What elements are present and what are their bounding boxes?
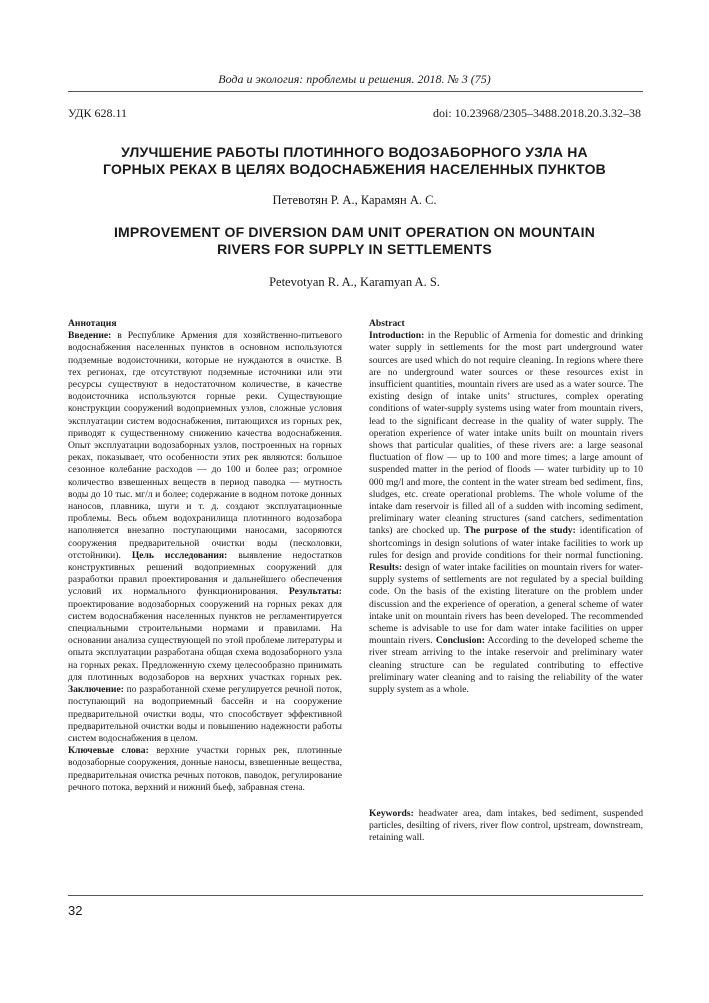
intro-label: Introduction: — [369, 330, 425, 342]
keywords-text: headwater area, dam intakes, bed sediment, suspended particles, desilting of rivers, river flow control, upstream, downstream, retaining wall. — [369, 808, 643, 844]
abstract-english — [369, 318, 643, 696]
keywords-label: Ключевые слова: — [68, 745, 149, 757]
intro-label: Введение: — [68, 330, 112, 342]
abstract-body-english — [369, 330, 643, 696]
intro-text: in the Republic of Armenia for domestic and drinking water supply in settlements for the most part underground water sources are used which do not require cleaning. In regions where there are no underground water sources or these resources exist in insufficient quantities, mountain rivers are used as a water source. The existing design of intake units’ structures, complex operating conditions of water-supply systems using water from mountain rivers, lead to the significant decrease in the quality of water supply. The operation experience of water intake units built on mountain rivers shows that particular qualities, of these rivers are: a large seasonal fluctuation of flow — up to 100 and more times; a large amount of suspended matter in the period of floods — water turbidity up to 10 000 mg/l and more, the content in the water stream bed sediment, fins, sludges, etc. create operational problems. The whole volume of the intake dam reservoir is filled all of a sudden with incoming sediment, preliminary water cleaning structures (sand catchers, sedimentation tanks) are chocked up. — [369, 330, 643, 537]
conclusion-label: Conclusion: — [435, 635, 485, 647]
abstract-heading-russian: Аннотация — [68, 318, 117, 329]
keywords-russian — [68, 745, 342, 794]
purpose-label: The purpose of the study: — [464, 525, 576, 537]
results-text: проектирование водозаборных сооружений на горных реках для систем водоснабжения населенных пунктов не регламентируется специальными строительными нормами и правилами. На основании анализа существующей по этой проблеме литературы и опыта эксплуатации разработана общая схема водозаборного узла на горных реках. Предложенную схему целесообразно принимать для плотинных водозаборов на верхних участках горных рек. — [68, 598, 342, 683]
doi-identifier: doi: 10.23968/2305–3488.2018.20.3.32–38 — [432, 106, 641, 120]
conclusion-text: According to the developed scheme the river stream arriving to the intake reservoir and preliminary water cleaning structure can be regulated contributing to effective preliminary water cleaning and to raising the reliability of the water supply system as a whole. — [369, 635, 644, 696]
keywords-label: Keywords: — [369, 808, 414, 819]
purpose-text: identification of shortcomings in design solutions of water intake facilities to work up rules for design and provide conditions for their normal functioning. — [369, 525, 643, 561]
keywords-text: верхние участки горных рек, плотинные водозаборные сооружения, донные наносы, взвешенные вещества, предварительная очистка речных потоков, паводок, регулирование речного потока, верхний и нижний бьеф, забравная стена. — [68, 745, 342, 793]
conclusion-label: Заключение: — [68, 684, 124, 696]
results-label: Results: — [369, 562, 403, 574]
purpose-text: выявление недостатков конструктивных решений водоприемных сооружений для разработки правил проектирования и дальнейшего обеспечения условий их нормального функционирования. — [68, 549, 342, 598]
conclusion-text: по разработанной схеме регулируется речной поток, поступающий на водоприемный бассейн и на сооружение предварительной очистки воды, что способствует эффективной предварительной очистки воды и повышению надежности работы систем водоснабжения в целом. — [68, 684, 342, 744]
title-english: IMPROVEMENT OF DIVERSION DAM UNIT OPERATION ON MOUNTAIN RIVERS FOR SUPPLY IN SETTLEMENTS — [113, 224, 596, 257]
page-number: 32 — [68, 903, 83, 918]
udk-code: УДК 628.11 — [68, 106, 128, 120]
authors-russian: Петевотян Р. А., Карамян А. С. — [272, 193, 437, 207]
journal-running-head: Вода и экология: проблемы и решения. 2018. № 3 (75) — [218, 72, 491, 86]
purpose-label: Цель исследования: — [131, 549, 228, 561]
abstract-heading-english: Abstract — [369, 318, 405, 329]
intro-text: в Республике Армения для хозяйственно-питьевого водоснабжения населенных пунктов в основном используются подземные водоисточники, которые не нуждаются в очистке. В тех регионах, где отсутствуют подземные источники или эти ресурсы существуют в недостаточном количестве, в качестве водоисточника используются горные реки. Существующие конструкции сооружений водоприемных узлов, сложные условия эксплуатации систем водоснабжения, питающихся из горных рек, приводят к существенному снижению качества водоснабжения. Опыт эксплуатации водозаборных узлов, построенных на горных реках, показывает, что особенности этих рек являются: большое сезонное колебание расходов — до 100 и более раз; огромное количество взвешенных веществ в период паводка — мутность воды до 10 тыс. мг/л и более; содержание в водном потоке донных наносов, плавника, шуги и т. д. создают эксплуатационные проблемы. Весь объем водохранилища плотинного водозабора наполняется внезапно поступающими наносами, засоряются сооружения предварительной очистки воды (песколовки, отстойники). — [68, 330, 342, 561]
footer-divider — [68, 895, 643, 896]
results-label: Результаты: — [288, 586, 342, 598]
keywords-english — [369, 808, 643, 845]
authors-english: Petevotyan R. A., Karamyan A. S. — [269, 275, 440, 289]
header-divider — [68, 91, 643, 92]
abstract-body-russian — [68, 330, 342, 745]
results-text: design of water intake facilities on mountain rivers for water-supply systems of settlements are not regulated by a special building code. On the basis of the existing literature on the problem under discussion and the experience of operation, a general scheme of water intake unit on mountain rivers has been developed. The recommended scheme is advisable to use for dam water intake facilities on upper mountain rivers. — [369, 562, 643, 647]
abstract-russian — [68, 318, 342, 794]
title-russian: УЛУЧШЕНИЕ РАБОТЫ ПЛОТИННОГО ВОДОЗАБОРНОГО УЗЛА НА ГОРНЫХ РЕКАХ В ЦЕЛЯХ ВОДОСНАБЖЕНИЯ НАСЕЛЕННЫХ ПУНКТОВ — [103, 144, 606, 177]
